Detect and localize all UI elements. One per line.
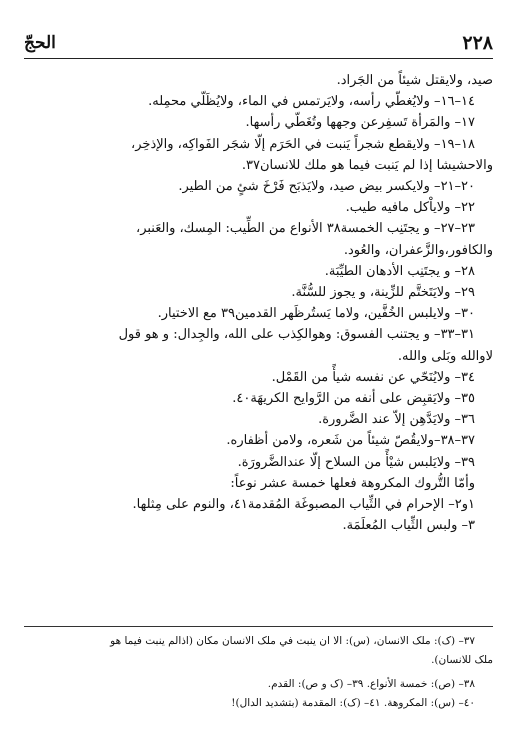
body-line: وأمّا التُّروك المكروهة فعلها خمسة عشر نوعاً: (230, 475, 475, 491)
header-rule (24, 58, 493, 59)
body-line: ٣٦– ولايَدَّهِن إلاّ عند الضَّرورة. (318, 412, 475, 428)
footnote-line: ٣٨– (ص): خمسة الأنواع. ٣٩– (ک و ص): القدم. (267, 678, 475, 690)
footnote-line: ٣٧– (ک): ملک الانسان، (س): الا ان ينبت في ملک الانسان مکان (اذالم ينبت فيما هو (110, 635, 475, 647)
body-line: والاحشيشا إذا لم يَنبت فيما هو ملك للانسان٣٧. (241, 157, 493, 173)
body-line: ٣٥– ولايَقبِض على أنفه من الرَّوايح الكريهَة٤٠. (232, 391, 475, 407)
body-line: ٣٩– ولايَلبس شيْأً من السلاح إلّا عندالضَّرورَة. (237, 454, 475, 470)
body-line: ١٨–١٩– ولايقطع شجراً يَنبت في الحَرَم إلّا شجَر الفَواكِه، والإذخِر، (131, 136, 475, 152)
body-line: ٣– ولبس الثِّياب المُعلَمَة. (342, 518, 475, 534)
body-line: ٢٨– و يجتَنِب الأدهان الطيِّبَة. (324, 263, 475, 279)
body-line: ٢٩– ولايَتَختَّم للزِّينة، و يجوز للسُّنَّة. (291, 285, 475, 301)
body-line: ٢٣–٢٧– و يجتَنِب الخمسة٣٨ الأنواع من الطِّيب: المِسك، والعَنبر، (136, 221, 475, 237)
body-line: صيد، ولايقتل شيئاً من الجَراد. (336, 73, 493, 88)
body-line: ٢٠–٢١– ولايكسر بيض صيد، ولايَذبَح فَرْخَ شئٍ من الطير. (178, 179, 475, 195)
body-line: ١٧– والمَرأة تَسفِرعن وجهها وتُغَطّي رأسها. (245, 115, 475, 131)
body-line: ٣١–٣٣– و يجتنب الفسوق: وهوالكِذب على الله، والجِدال: و هو قول (118, 327, 475, 343)
body-line: والكافور،والزَّعفران، والعُود. (343, 242, 493, 258)
page-number: ٢٢٨ (462, 32, 493, 54)
body-line: ٣٤– ولايُنَحّي عن نفسه شيأً من القَمْل. (271, 369, 475, 385)
running-title: الحجّ (24, 33, 56, 53)
footnote-line: ملک للانسان). (431, 653, 493, 666)
body-line: ٢٢– ولاياْكل مافيه طيب. (345, 200, 475, 216)
body-line: ٣٧–٣٨–ولايقُصّ شيئاً من شَعره، ولامن أظفاره. (226, 433, 475, 449)
footnote-rule (24, 626, 493, 627)
body-line: ٣٠– ولايلبس الخُفَّين، ولاما يَستُرظَهر القدمين٣٩ مع الاختيار. (157, 306, 475, 322)
body-line: ١و٢– الإحرام في الثِّياب المصبوغَة المُقدمة٤١، والنوم على مِثلها. (132, 497, 475, 513)
body-text (26, 70, 493, 536)
body-line: ١٤–١٦– ولايُغطّي رأسه، ولايَرتمس في الماء، ولايُظَلّي محمِله. (148, 94, 475, 110)
footnote-line: ٤٠– (س): المکروهة. ٤١– (ک): المقدمة (بتشديد الدال)! (231, 696, 475, 709)
page-header (24, 30, 493, 56)
footnotes (26, 632, 493, 712)
body-line: لاوالله وبَلى والله. (397, 348, 493, 364)
